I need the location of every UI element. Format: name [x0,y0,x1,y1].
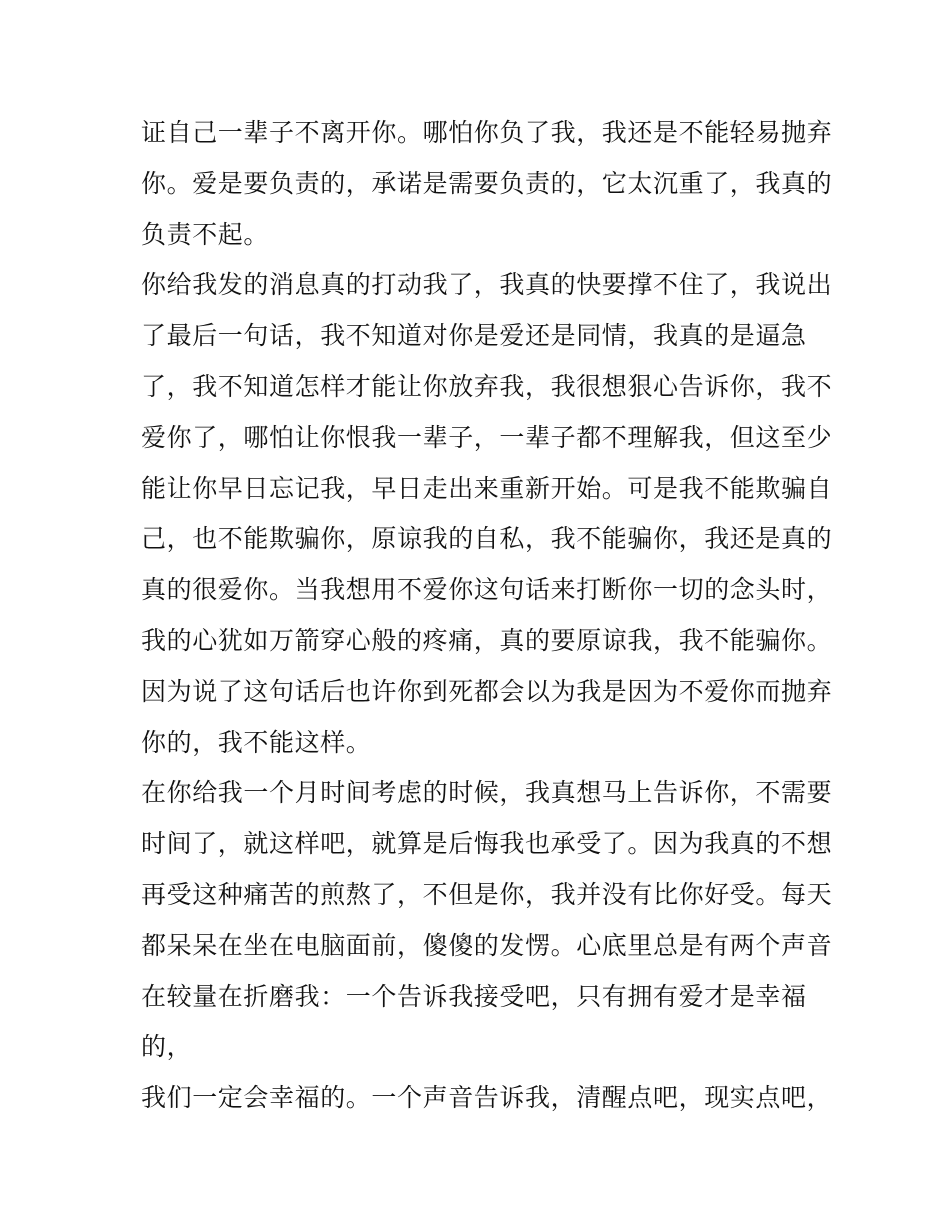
text-line: 证自己一辈子不离开你。哪怕你负了我，我还是不能轻易抛弃 [141,118,833,147]
text-line: 我的心犹如万箭穿心般的疼痛，真的要原谅我，我不能骗你。 [141,625,833,655]
text-line: 的， [141,1032,193,1062]
text-line: 你。爱是要负责的，承诺是需要负责的，它太沉重了，我真的 [141,168,833,198]
text-line: 真的很爱你。当我想用不爱你这句话来打断你一切的念头时， [141,575,833,605]
text-line: 因为说了这句话后也许你到死都会以为我是因为不爱你而抛弃 [141,676,833,706]
text-line: 爱你了，哪怕让你恨我一辈子，一辈子都不理解我，但这至少 [141,422,833,452]
text-line: 你给我发的消息真的打动我了，我真的快要撑不住了，我说出 [141,270,833,300]
text-line: 你的，我不能这样。 [141,727,372,757]
text-line: 能让你早日忘记我，早日走出来重新开始。可是我不能欺骗自 [141,473,833,503]
text-line: 我们一定会幸福的。一个声音告诉我，清醒点吧，现实点吧， [141,1083,833,1113]
text-line: 了最后一句话，我不知道对你是爱还是同情，我真的是逼急 [141,321,807,351]
text-line: 负责不起。 [141,219,270,249]
body-text [141,108,833,1124]
text-line: 己，也不能欺骗你，原谅我的自私，我不能骗你，我还是真的 [141,524,833,554]
text-line: 再受这种痛苦的煎熬了，不但是你，我并没有比你好受。每天 [141,879,833,909]
text-line: 在较量在折磨我：一个告诉我接受吧，只有拥有爱才是幸福 [141,981,807,1011]
text-line: 都呆呆在坐在电脑面前，傻傻的发愣。心底里总是有两个声音 [141,930,833,960]
text-line: 时间了，就这样吧，就算是后悔我也承受了。因为我真的不想 [141,829,833,859]
text-line: 了，我不知道怎样才能让你放弃我，我很想狠心告诉你，我不 [141,371,833,401]
text-line: 在你给我一个月时间考虑的时候，我真想马上告诉你，不需要 [141,778,833,808]
